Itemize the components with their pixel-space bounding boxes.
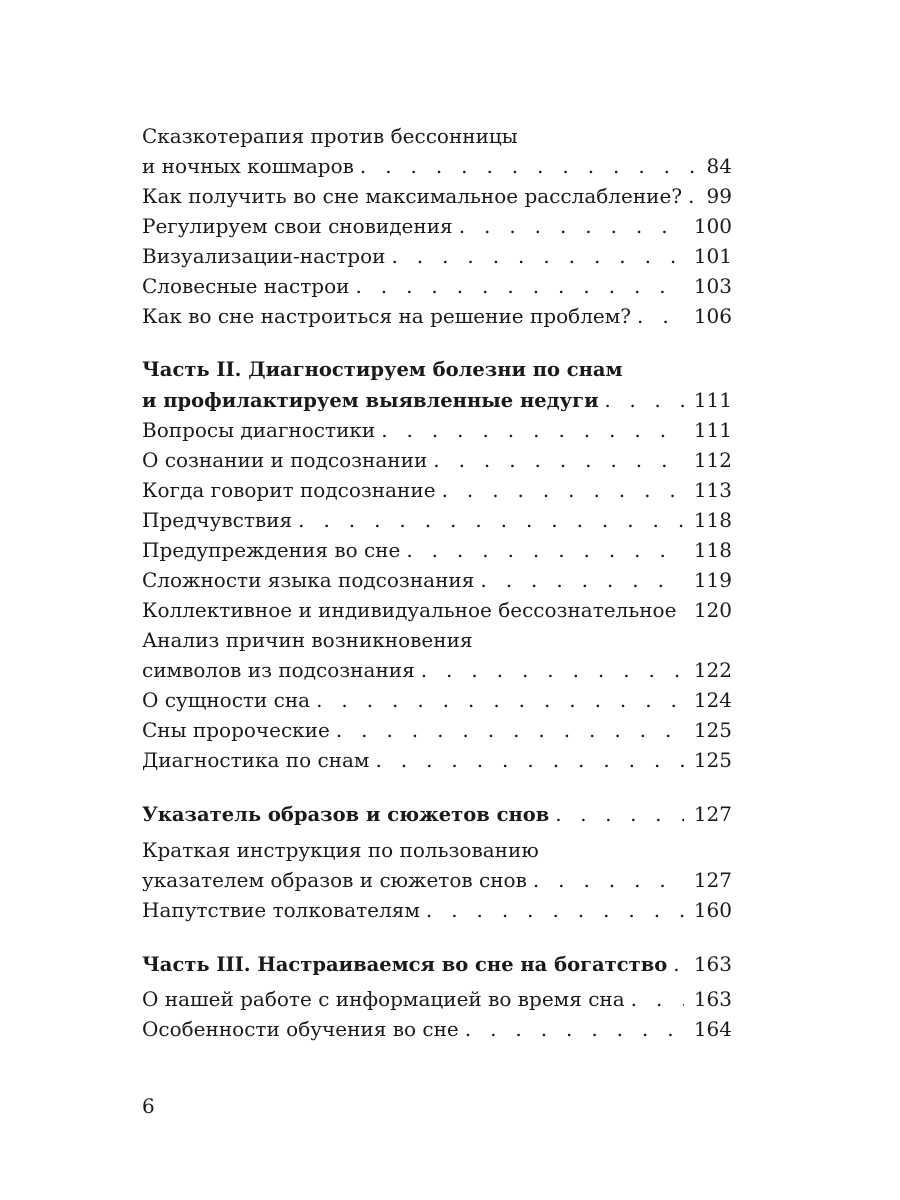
toc-entry-title: О сущности сна xyxy=(142,688,311,712)
toc-entry xyxy=(142,985,732,1013)
toc-entry-title: Особенности обучения во сне xyxy=(142,1017,459,1041)
toc-entry-line xyxy=(142,686,732,714)
toc-entry-title: Часть II. Диагностируем болезни по снам xyxy=(142,358,623,381)
toc-entry-title: Как во сне настроиться на решение проблем? xyxy=(142,304,632,328)
toc-entry-title: символов из подсознания xyxy=(142,658,415,682)
toc-entry xyxy=(142,716,732,744)
toc-page-number: 125 xyxy=(693,718,732,742)
toc-entry-title: Визуализации-настрои xyxy=(142,244,386,268)
dot-leader xyxy=(381,416,684,444)
toc-entry-line xyxy=(142,566,732,594)
dot-leader xyxy=(555,801,684,829)
dot-leader xyxy=(533,866,684,894)
toc-entry-title: Напутствие толкователям xyxy=(142,898,420,922)
toc-entry-title: Когда говорит подсознание xyxy=(142,478,436,502)
toc-entry-line xyxy=(142,242,732,270)
toc-page-number: 100 xyxy=(693,214,732,238)
toc-entry-title: Коллективное и индивидуальное бессознательное xyxy=(142,598,677,622)
dot-leader xyxy=(682,596,683,624)
toc-entry xyxy=(142,356,732,414)
toc-entry-line xyxy=(142,800,732,828)
toc-entry xyxy=(142,800,732,828)
dot-leader xyxy=(355,272,683,300)
toc-entry-title: Сказкотерапия против бессонницы xyxy=(142,124,518,148)
toc-entry-line xyxy=(142,446,732,474)
toc-page-number: 119 xyxy=(693,568,732,592)
toc-page-number: 111 xyxy=(693,388,732,412)
toc-entry-title: Краткая инструкция по пользованию xyxy=(142,838,539,862)
toc-page-number: 160 xyxy=(693,898,732,922)
toc-entry-line xyxy=(142,152,732,180)
dot-leader xyxy=(375,746,683,774)
toc-entry-line xyxy=(142,716,732,744)
toc-entry-line xyxy=(142,596,732,624)
toc-entry xyxy=(142,182,732,210)
toc-entry-line xyxy=(142,656,732,684)
toc-entry xyxy=(142,212,732,240)
toc-page-number: 101 xyxy=(693,244,732,268)
toc-entry-title: Диагностика по снам xyxy=(142,748,370,772)
toc-entry xyxy=(142,476,732,504)
dot-leader xyxy=(433,446,684,474)
toc-page-number: 113 xyxy=(693,478,732,502)
toc-page-number: 120 xyxy=(693,598,732,622)
toc-entry xyxy=(142,446,732,474)
toc-entry-line-wrapped xyxy=(142,122,732,152)
dot-leader xyxy=(459,212,684,240)
dot-leader xyxy=(391,242,683,270)
toc-entry-title: Указатель образов и сюжетов снов xyxy=(142,803,550,826)
toc-entry xyxy=(142,122,732,180)
toc-entry-line xyxy=(142,182,732,210)
dot-leader xyxy=(673,951,684,979)
toc-entry-line xyxy=(142,866,732,894)
toc-entry-line-wrapped xyxy=(142,626,732,656)
toc-entry xyxy=(142,836,732,894)
dot-leader xyxy=(406,536,683,564)
toc-entry-title: Часть III. Настраиваемся во сне на богатство xyxy=(142,953,668,976)
toc-page-number: 125 xyxy=(693,748,732,772)
toc-page-number: 118 xyxy=(693,538,732,562)
dot-leader xyxy=(421,656,684,684)
toc-entry-line xyxy=(142,506,732,534)
toc-entry-line xyxy=(142,896,732,924)
toc-entry-line xyxy=(142,386,732,414)
toc-entry xyxy=(142,272,732,300)
toc-entry xyxy=(142,596,732,624)
dot-leader xyxy=(426,896,684,924)
toc-page-number: 122 xyxy=(693,658,732,682)
toc-page-number: 111 xyxy=(693,418,732,442)
toc-entry-line-wrapped xyxy=(142,356,732,386)
toc-entry-line xyxy=(142,416,732,444)
toc-entry-title: указателем образов и сюжетов снов xyxy=(142,868,527,892)
toc-entry xyxy=(142,626,732,684)
toc-entry-line xyxy=(142,536,732,564)
page-number: 6 xyxy=(142,1094,155,1118)
toc-entry xyxy=(142,302,732,330)
toc-entry xyxy=(142,242,732,270)
toc-entry xyxy=(142,566,732,594)
toc-page-number: 124 xyxy=(693,688,732,712)
toc-entry-title: Как получить во сне максимальное расслабление? xyxy=(142,184,683,208)
toc-page-number: 84 xyxy=(706,154,732,178)
toc-page-number: 164 xyxy=(693,1017,732,1041)
toc-entry-title: Регулируем свои сновидения xyxy=(142,214,453,238)
toc-entry-line xyxy=(142,985,732,1013)
dot-leader xyxy=(360,152,697,180)
toc-entry xyxy=(142,536,732,564)
dot-leader xyxy=(688,182,696,210)
dot-leader xyxy=(316,686,684,714)
toc-page-number: 127 xyxy=(693,868,732,892)
toc-page-number: 118 xyxy=(693,508,732,532)
toc-page-number: 163 xyxy=(693,952,732,976)
toc-page-number: 103 xyxy=(693,274,732,298)
dot-leader xyxy=(298,506,684,534)
toc-entry-line xyxy=(142,212,732,240)
toc-entry xyxy=(142,746,732,774)
toc-entry-title: Сложности языка подсознания xyxy=(142,568,475,592)
toc-entry-title: Предчувствия xyxy=(142,508,293,532)
toc-entry xyxy=(142,506,732,534)
toc-entry xyxy=(142,1015,732,1043)
dot-leader xyxy=(637,302,684,330)
toc-entry-line xyxy=(142,476,732,504)
toc-entry-line-wrapped xyxy=(142,836,732,866)
toc-entry-title: Предупреждения во сне xyxy=(142,538,401,562)
toc-entry-title: Словесные настрои xyxy=(142,274,350,298)
toc-entry-title: Вопросы диагностики xyxy=(142,418,376,442)
toc-entry-line xyxy=(142,1015,732,1043)
dot-leader xyxy=(465,1015,684,1043)
toc-entry xyxy=(142,896,732,924)
toc-entry-title: Анализ причин возникновения xyxy=(142,628,473,652)
toc-entry-line xyxy=(142,272,732,300)
toc-entry-title: Сны пророческие xyxy=(142,718,330,742)
toc-page-number: 163 xyxy=(693,987,732,1011)
toc-entry xyxy=(142,416,732,444)
toc-page-number: 112 xyxy=(693,448,732,472)
toc-page-number: 127 xyxy=(693,802,732,826)
toc-entry-title: О нашей работе с информацией во время сна xyxy=(142,987,625,1011)
toc-entry-title: О сознании и подсознании xyxy=(142,448,428,472)
toc-entry xyxy=(142,950,732,978)
toc-entry-line xyxy=(142,746,732,774)
dot-leader xyxy=(605,387,684,415)
toc-entry xyxy=(142,686,732,714)
toc-page-number: 106 xyxy=(693,304,732,328)
toc-entry-title: и ночных кошмаров xyxy=(142,154,354,178)
dot-leader xyxy=(442,476,684,504)
dot-leader xyxy=(480,566,683,594)
toc-entry-line xyxy=(142,950,732,978)
dot-leader xyxy=(631,985,684,1013)
toc-entry-line xyxy=(142,302,732,330)
toc-entry-title: и профилактируем выявленные недуги xyxy=(142,389,599,412)
toc-page-number: 99 xyxy=(706,184,732,208)
dot-leader xyxy=(336,716,684,744)
